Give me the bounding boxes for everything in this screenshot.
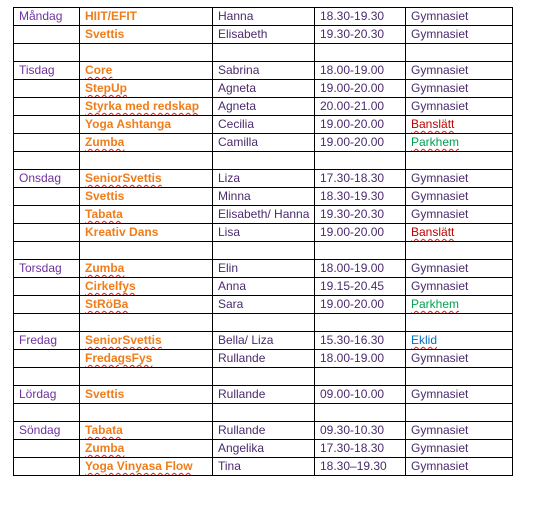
place-text: Gymnasiet xyxy=(411,459,469,473)
time-cell xyxy=(315,134,406,152)
day-cell xyxy=(14,260,80,278)
time-cell xyxy=(315,8,406,26)
place-cell xyxy=(406,26,513,44)
place-text: Gymnasiet xyxy=(411,81,469,95)
day-cell xyxy=(14,116,80,134)
empty-cell xyxy=(213,404,315,422)
place-cell xyxy=(406,440,513,458)
activity-cell xyxy=(80,188,213,206)
activity-cell xyxy=(80,8,213,26)
instructor-cell xyxy=(213,134,315,152)
instructor-text: Elisabeth/ Hanna xyxy=(218,207,310,221)
empty-cell xyxy=(14,368,80,386)
instructor-cell xyxy=(213,350,315,368)
instructor-text: Hanna xyxy=(218,9,254,23)
activity-text: Tabata xyxy=(85,423,123,437)
empty-cell xyxy=(80,314,213,332)
empty-cell xyxy=(14,242,80,260)
instructor-text: Tina xyxy=(218,459,241,473)
time-text: 18.30-19.30 xyxy=(320,189,385,203)
day-cell xyxy=(14,386,80,404)
empty-cell xyxy=(213,368,315,386)
spacer-row xyxy=(14,404,513,422)
time-cell xyxy=(315,116,406,134)
place-cell xyxy=(406,332,513,350)
day-text: Söndag xyxy=(19,423,61,437)
day-cell xyxy=(14,80,80,98)
time-cell xyxy=(315,278,406,296)
time-cell xyxy=(315,260,406,278)
spacer-row xyxy=(14,44,513,62)
table-row xyxy=(14,422,513,440)
schedule-table xyxy=(13,7,513,476)
table-row xyxy=(14,458,513,476)
empty-cell xyxy=(315,404,406,422)
time-text: 18.30-19.30 xyxy=(320,9,385,23)
instructor-text: Bella/ Liza xyxy=(218,333,274,347)
instructor-cell xyxy=(213,80,315,98)
empty-cell xyxy=(315,152,406,170)
table-row xyxy=(14,62,513,80)
day-cell xyxy=(14,134,80,152)
table-row xyxy=(14,188,513,206)
empty-cell xyxy=(315,242,406,260)
time-cell xyxy=(315,26,406,44)
table-row xyxy=(14,224,513,242)
activity-text: Zumba xyxy=(85,135,125,149)
instructor-text: Lisa xyxy=(218,225,241,239)
instructor-cell xyxy=(213,440,315,458)
activity-cell xyxy=(80,386,213,404)
empty-cell xyxy=(14,152,80,170)
time-text: 19.00-20.00 xyxy=(320,135,385,149)
place-cell xyxy=(406,350,513,368)
time-cell xyxy=(315,458,406,476)
table-row xyxy=(14,332,513,350)
activity-cell xyxy=(80,62,213,80)
place-text: Parkhem xyxy=(411,297,460,311)
place-text: Gymnasiet xyxy=(411,387,469,401)
activity-text: Tabata xyxy=(85,207,123,221)
place-cell xyxy=(406,296,513,314)
activity-text: StRöBa xyxy=(85,297,129,311)
time-cell xyxy=(315,80,406,98)
day-cell xyxy=(14,422,80,440)
place-cell xyxy=(406,188,513,206)
table-row xyxy=(14,80,513,98)
activity-cell xyxy=(80,458,213,476)
place-cell xyxy=(406,8,513,26)
time-text: 19.30-20.30 xyxy=(320,207,385,221)
place-text: Gymnasiet xyxy=(411,351,469,365)
activity-cell xyxy=(80,422,213,440)
instructor-text: Agneta xyxy=(218,99,257,113)
empty-cell xyxy=(406,368,513,386)
instructor-text: Liza xyxy=(218,171,241,185)
activity-text: Styrka med redskap xyxy=(85,99,200,113)
day-cell xyxy=(14,26,80,44)
empty-cell xyxy=(213,44,315,62)
time-cell xyxy=(315,296,406,314)
schedule-body xyxy=(14,8,513,476)
time-cell xyxy=(315,188,406,206)
instructor-text: Agneta xyxy=(218,81,257,95)
table-row xyxy=(14,206,513,224)
instructor-text: Rullande xyxy=(218,423,266,437)
time-text: 18.00-19.00 xyxy=(320,261,385,275)
time-text: 19.00-20.00 xyxy=(320,297,385,311)
activity-text: Svettis xyxy=(85,387,125,401)
table-row xyxy=(14,350,513,368)
activity-cell xyxy=(80,296,213,314)
empty-cell xyxy=(315,368,406,386)
activity-cell xyxy=(80,278,213,296)
instructor-text: Cecilia xyxy=(218,117,255,131)
table-row xyxy=(14,170,513,188)
table-row xyxy=(14,134,513,152)
activity-text: Zumba xyxy=(85,261,125,275)
time-cell xyxy=(315,386,406,404)
place-text: Parkhem xyxy=(411,135,460,149)
instructor-cell xyxy=(213,224,315,242)
table-row xyxy=(14,386,513,404)
time-cell xyxy=(315,98,406,116)
instructor-text: Elin xyxy=(218,261,239,275)
activity-text: Kreativ Dans xyxy=(85,225,159,239)
place-text: Banslätt xyxy=(411,225,455,239)
instructor-cell xyxy=(213,8,315,26)
instructor-cell xyxy=(213,98,315,116)
day-cell xyxy=(14,188,80,206)
place-text: Eklid xyxy=(411,333,438,347)
activity-text: Cirkelfys xyxy=(85,279,136,293)
instructor-cell xyxy=(213,386,315,404)
day-cell xyxy=(14,8,80,26)
day-cell xyxy=(14,440,80,458)
instructor-cell xyxy=(213,260,315,278)
instructor-cell xyxy=(213,116,315,134)
day-text: Lördag xyxy=(19,387,57,401)
instructor-text: Sabrina xyxy=(218,63,260,77)
empty-cell xyxy=(406,242,513,260)
place-text: Gymnasiet xyxy=(411,171,469,185)
activity-text: FredagsFys xyxy=(85,351,153,365)
place-cell xyxy=(406,134,513,152)
place-cell xyxy=(406,458,513,476)
time-cell xyxy=(315,350,406,368)
time-text: 17.30-18.30 xyxy=(320,441,385,455)
activity-cell xyxy=(80,440,213,458)
spacer-row xyxy=(14,152,513,170)
place-cell xyxy=(406,62,513,80)
table-row xyxy=(14,26,513,44)
instructor-text: Rullande xyxy=(218,387,266,401)
instructor-text: Minna xyxy=(218,189,251,203)
activity-text: Core xyxy=(85,63,113,77)
day-text: Torsdag xyxy=(19,261,62,275)
activity-cell xyxy=(80,332,213,350)
day-text: Onsdag xyxy=(19,171,62,185)
place-text: Gymnasiet xyxy=(411,27,469,41)
day-cell xyxy=(14,206,80,224)
empty-cell xyxy=(14,404,80,422)
activity-text: Yoga Vinyasa Flow xyxy=(85,459,193,473)
activity-cell xyxy=(80,116,213,134)
time-text: 09.00-10.00 xyxy=(320,387,385,401)
time-cell xyxy=(315,224,406,242)
instructor-cell xyxy=(213,188,315,206)
spacer-row xyxy=(14,368,513,386)
instructor-cell xyxy=(213,206,315,224)
time-text: 19.30-20.30 xyxy=(320,27,385,41)
instructor-text: Rullande xyxy=(218,351,266,365)
time-text: 15.30-16.30 xyxy=(320,333,385,347)
day-cell xyxy=(14,278,80,296)
instructor-text: Camilla xyxy=(218,135,259,149)
activity-cell xyxy=(80,170,213,188)
time-text: 19.00-20.00 xyxy=(320,225,385,239)
activity-text: StepUp xyxy=(85,81,127,95)
place-cell xyxy=(406,422,513,440)
activity-text: HIIT/EFIT xyxy=(85,9,137,23)
place-text: Gymnasiet xyxy=(411,441,469,455)
instructor-cell xyxy=(213,296,315,314)
time-cell xyxy=(315,206,406,224)
time-text: 18.00-19.00 xyxy=(320,351,385,365)
place-cell xyxy=(406,278,513,296)
empty-cell xyxy=(406,44,513,62)
day-cell xyxy=(14,170,80,188)
empty-cell xyxy=(406,404,513,422)
empty-cell xyxy=(213,152,315,170)
activity-cell xyxy=(80,350,213,368)
activity-cell xyxy=(80,260,213,278)
time-cell xyxy=(315,332,406,350)
empty-cell xyxy=(315,314,406,332)
empty-cell xyxy=(315,44,406,62)
table-row xyxy=(14,98,513,116)
table-row xyxy=(14,260,513,278)
place-cell xyxy=(406,224,513,242)
place-text: Banslätt xyxy=(411,117,455,131)
place-text: Gymnasiet xyxy=(411,99,469,113)
instructor-cell xyxy=(213,332,315,350)
spacer-row xyxy=(14,314,513,332)
day-cell xyxy=(14,350,80,368)
day-cell xyxy=(14,224,80,242)
empty-cell xyxy=(80,44,213,62)
activity-cell xyxy=(80,206,213,224)
day-text: Tisdag xyxy=(19,63,55,77)
day-text: Fredag xyxy=(19,333,58,347)
empty-cell xyxy=(80,152,213,170)
instructor-cell xyxy=(213,278,315,296)
time-cell xyxy=(315,440,406,458)
place-cell xyxy=(406,116,513,134)
table-row xyxy=(14,278,513,296)
place-text: Gymnasiet xyxy=(411,279,469,293)
place-text: Gymnasiet xyxy=(411,63,469,77)
table-row xyxy=(14,440,513,458)
time-cell xyxy=(315,422,406,440)
time-text: 19.00-20.00 xyxy=(320,117,385,131)
place-text: Gymnasiet xyxy=(411,423,469,437)
activity-cell xyxy=(80,80,213,98)
instructor-cell xyxy=(213,422,315,440)
instructor-text: Angelika xyxy=(218,441,265,455)
time-cell xyxy=(315,170,406,188)
activity-text: Zumba xyxy=(85,441,125,455)
activity-cell xyxy=(80,134,213,152)
place-text: Gymnasiet xyxy=(411,189,469,203)
empty-cell xyxy=(213,242,315,260)
instructor-text: Anna xyxy=(218,279,247,293)
instructor-text: Sara xyxy=(218,297,244,311)
day-cell xyxy=(14,458,80,476)
empty-cell xyxy=(80,242,213,260)
place-cell xyxy=(406,206,513,224)
place-cell xyxy=(406,260,513,278)
day-text: Måndag xyxy=(19,9,63,23)
empty-cell xyxy=(80,404,213,422)
activity-cell xyxy=(80,26,213,44)
empty-cell xyxy=(406,314,513,332)
instructor-cell xyxy=(213,170,315,188)
time-text: 19.00-20.00 xyxy=(320,81,385,95)
activity-cell xyxy=(80,98,213,116)
place-cell xyxy=(406,170,513,188)
instructor-cell xyxy=(213,458,315,476)
time-text: 20.00-21.00 xyxy=(320,99,385,113)
time-cell xyxy=(315,62,406,80)
table-row xyxy=(14,116,513,134)
empty-cell xyxy=(80,368,213,386)
empty-cell xyxy=(213,314,315,332)
table-row xyxy=(14,8,513,26)
instructor-cell xyxy=(213,62,315,80)
time-text: 18.00-19.00 xyxy=(320,63,385,77)
activity-text: Svettis xyxy=(85,27,125,41)
place-cell xyxy=(406,386,513,404)
place-cell xyxy=(406,98,513,116)
empty-cell xyxy=(14,44,80,62)
place-text: Gymnasiet xyxy=(411,207,469,221)
time-text: 18.30–19.30 xyxy=(320,459,387,473)
day-cell xyxy=(14,98,80,116)
instructor-text: Elisabeth xyxy=(218,27,268,41)
spacer-row xyxy=(14,242,513,260)
place-cell xyxy=(406,80,513,98)
empty-cell xyxy=(406,152,513,170)
place-text: Gymnasiet xyxy=(411,9,469,23)
instructor-cell xyxy=(213,26,315,44)
activity-cell xyxy=(80,224,213,242)
activity-text: SeniorSvettis xyxy=(85,171,162,185)
activity-text: SeniorSvettis xyxy=(85,333,162,347)
time-text: 09.30-10.30 xyxy=(320,423,385,437)
day-cell xyxy=(14,332,80,350)
activity-text: Yoga Ashtanga xyxy=(85,117,172,131)
table-row xyxy=(14,296,513,314)
activity-text: Svettis xyxy=(85,189,125,203)
time-text: 17.30-18.30 xyxy=(320,171,385,185)
empty-cell xyxy=(14,314,80,332)
day-cell xyxy=(14,296,80,314)
day-cell xyxy=(14,62,80,80)
time-text: 19.15-20.45 xyxy=(320,279,385,293)
place-text: Gymnasiet xyxy=(411,261,469,275)
